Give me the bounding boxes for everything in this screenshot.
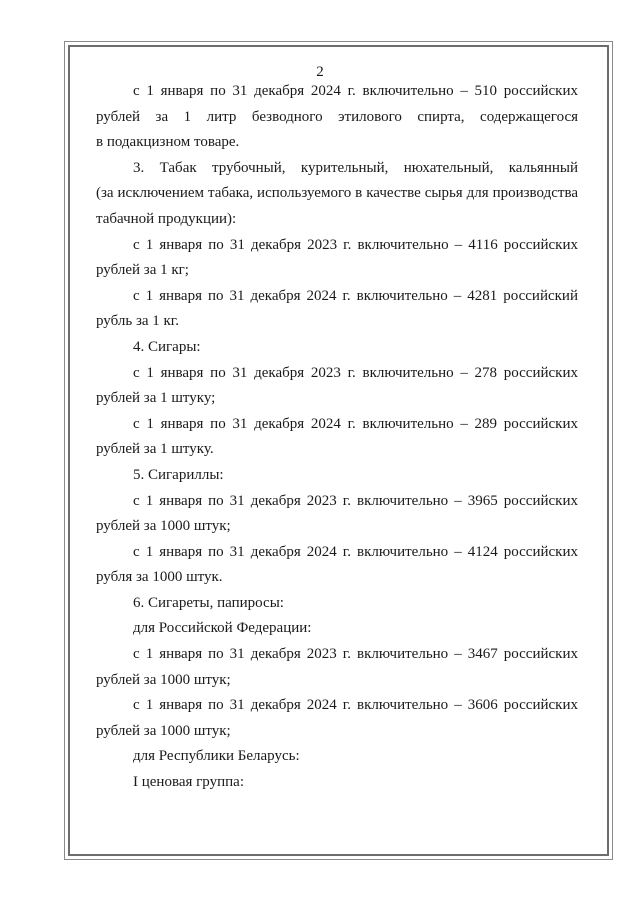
text-line: с 1 января по 31 декабря 2024 г. включительно – 4281 российский bbox=[133, 287, 578, 304]
text-line: с 1 января по 31 декабря 2023 г. включительно – 3467 российских bbox=[133, 646, 578, 663]
text-line: для Республики Беларусь: bbox=[133, 748, 300, 765]
text-line: (за исключением табака, используемого в качестве сырья для производства bbox=[96, 185, 578, 202]
text-line: 5. Сигариллы: bbox=[133, 466, 224, 483]
text-line: 4. Сигары: bbox=[133, 338, 201, 355]
text-line: в подакцизном товаре. bbox=[96, 134, 240, 151]
text-line: с 1 января по 31 декабря 2024 г. включительно – 289 российских bbox=[133, 415, 578, 432]
text-line: I ценовая группа: bbox=[133, 774, 244, 791]
text-line: рубля за 1000 штук. bbox=[96, 569, 223, 586]
text-line: с 1 января по 31 декабря 2024 г. включительно – 510 российских bbox=[133, 83, 578, 99]
text-line: с 1 января по 31 декабря 2023 г. включительно – 3965 российских bbox=[133, 492, 578, 509]
text-line: 6. Сигареты, папиросы: bbox=[133, 594, 284, 611]
page-number: 2 bbox=[316, 64, 324, 80]
text-line: для Российской Федерации: bbox=[133, 620, 312, 637]
text-line: с 1 января по 31 декабря 2023 г. включительно – 4116 российских bbox=[133, 236, 578, 253]
text-line: с 1 января по 31 декабря 2024 г. включительно – 4124 российских bbox=[133, 543, 578, 560]
text-line: рублей за 1000 штук; bbox=[96, 671, 231, 688]
text-line: рублей за 1 кг; bbox=[96, 262, 189, 279]
text-line: рублей за 1 литр безводного этилового спирта, содержащегося bbox=[96, 108, 578, 125]
text-line: с 1 января по 31 декабря 2024 г. включительно – 3606 российских bbox=[133, 697, 578, 714]
text-line: 3. Табак трубочный, курительный, нюхательный, кальянный bbox=[133, 159, 578, 176]
text-line: табачной продукции): bbox=[96, 210, 237, 227]
text-line: рублей за 1 штуку; bbox=[96, 390, 216, 407]
text-line: рублей за 1 штуку. bbox=[96, 441, 214, 458]
text-line: рубль за 1 кг. bbox=[96, 313, 180, 330]
document-body bbox=[96, 79, 578, 796]
text-line: рублей за 1000 штук; bbox=[96, 722, 231, 739]
text-line: рублей за 1000 штук; bbox=[96, 518, 231, 535]
text-line: с 1 января по 31 декабря 2023 г. включительно – 278 российских bbox=[133, 364, 578, 381]
